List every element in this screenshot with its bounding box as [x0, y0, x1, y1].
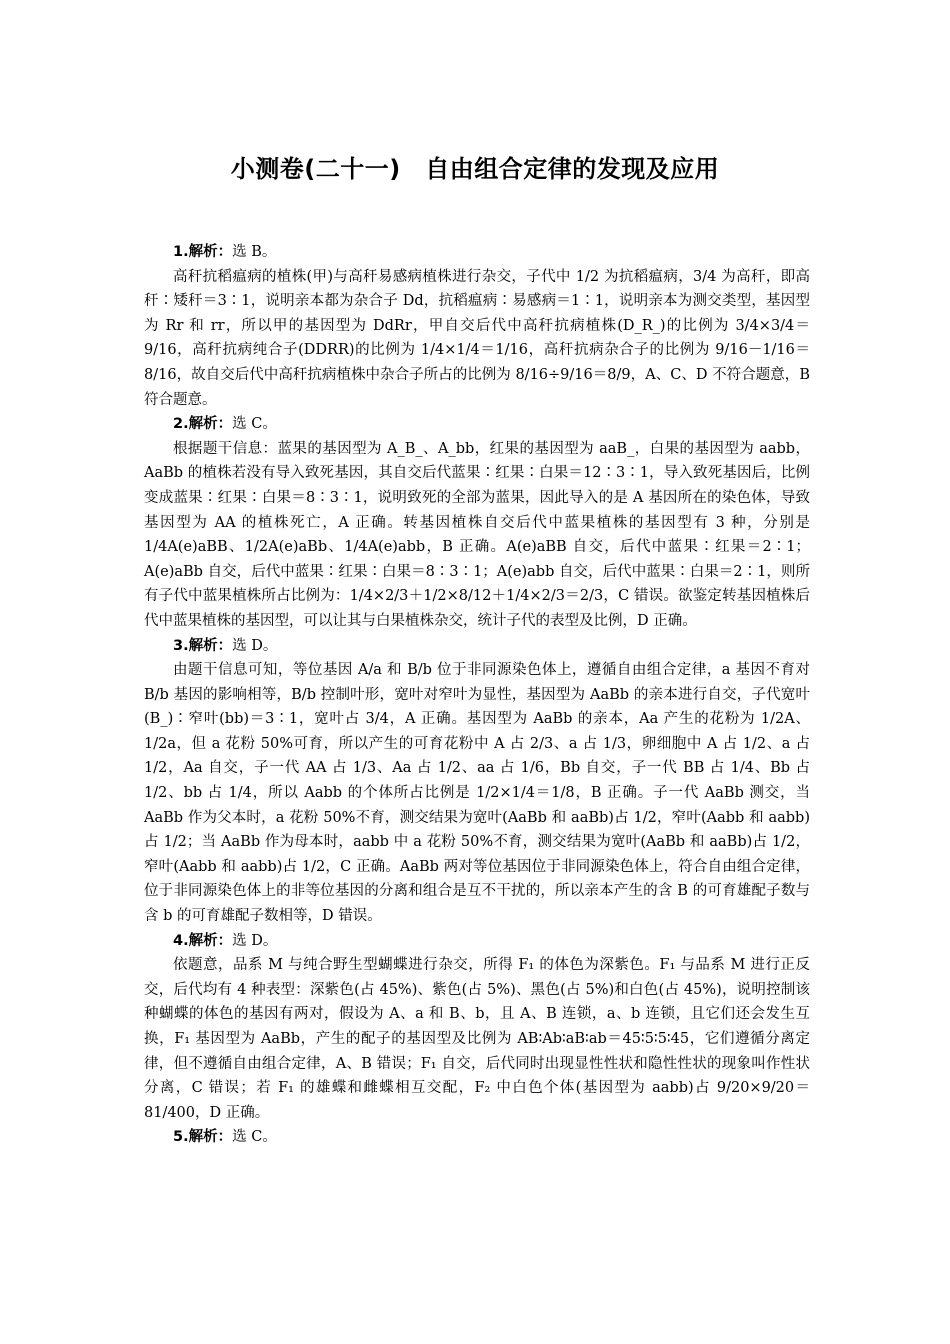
answer-choice: 选 B。	[232, 244, 277, 260]
answer-label: 4.解析：	[173, 932, 233, 949]
answer-label: 5.解析：	[173, 1129, 233, 1146]
answer-heading	[144, 1125, 810, 1150]
answer-item	[144, 412, 810, 633]
answer-explanation: 根据题干信息：蓝果的基因型为 A_B_、A_bb，红果的基因型为 aaB_，白果的基因型为 aabb，AaBb 的植株若没有导入致死基因，其自交后代蓝果∶红果∶白果＝12∶3∶1，导入致死基因后，比例变成蓝果∶红果∶白果＝8∶3∶1，说明致死的全部为蓝果，因此导入的是 A 基因所在的染色体，导致基因型为 AA 的植株死亡，A 正确。转基因植株自交后代中蓝果植株的基因型有 3 种，分别是 1/4A(e)aBB、1/2A(e)aBb、1/4A(e)abb，B 正确。A(e)aBB 自交，后代中蓝果∶红果＝2∶1；A(e)aBb 自交，后代中蓝果∶红果∶白果＝8∶3∶1；A(e)abb 自交，后代中蓝果∶白果＝2∶1，则所有子代中蓝果植株所占比例为：1/4×2/3＋1/2×8/12＋1/4×2/3＝2/3，C 错误。欲鉴定转基因植株后代中蓝果植株的基因型，可以让其与白果植株杂交，统计子代的表型及比例，D 正确。	[144, 440, 810, 629]
answer-choice: 选 D。	[232, 637, 278, 654]
answer-heading	[144, 412, 810, 437]
answer-explanation: 依题意，品系 M 与纯合野生型蝴蝶进行杂交，所得 F₁ 的体色为深紫色。F₁ 与品系 M 进行正反交，后代均有 4 种表型：深紫色(占 45%)、紫色(占 5%)、黑色(占 5%)和白色(占 45%)，说明控制该种蝴蝶的体色的基因有两对，假设为 A、a 和 B、b，且 A、B 连锁，a、b 连锁，且它们还会发生互换，F₁ 基因型为 AaBb，产生的配子的基因型及比例为 AB∶Ab∶aB∶ab＝45∶5∶5∶45，它们遵循分离定律，但不遵循自由组合定律，A、B 错误；F₁ 自交，后代同时出现显性性状和隐性性状的现象叫作性状分离，C 错误；若 F₁ 的雄蝶和雌蝶相互交配，F₂ 中白色个体(基因型为 aabb)占 9/20×9/20＝81/400，D 正确。	[144, 957, 810, 1121]
answer-label: 2.解析：	[173, 416, 233, 433]
answer-choice: 选 C。	[232, 1129, 277, 1146]
answer-choice: 选 C。	[232, 416, 277, 433]
answer-item	[144, 634, 810, 929]
answer-explanation: 由题干信息可知，等位基因 A/a 和 B/b 位于非同源染色体上，遵循自由组合定律，a 基因不育对 B/b 基因的影响相等，B/b 控制叶形，宽叶对窄叶为显性，基因型为 AaBb 的亲本进行自交，子代宽叶(B_)∶窄叶(bb)＝3∶1，宽叶占 3/4，A 正确。基因型为 AaBb 的亲本，Aa 产生的花粉为 1/2A、1/2a，但 a 花粉 50%可育，所以产生的可育花粉中 A 占 2/3、a 占 1/3，卵细胞中 A 占 1/2、a 占 1/2，Aa 自交，子一代 AA 占 1/3、Aa 占 1/2、aa 占 1/6，Bb 自交，子一代 BB 占 1/4、Bb 占 1/2、bb 占 1/4，所以 Aabb 的个体所占比例是 1/2×1/4＝1/8，B 正确。子一代 AaBb 测交，当 AaBb 作为父本时，a 花粉 50%不育，测交结果为宽叶(AaBb 和 aaBb)占 1/2，窄叶(Aabb 和 aabb)占 1/2；当 AaBb 作为母本时，aabb 中 a 花粉 50%不育，测交结果为宽叶(AaBb 和 aaBb)占 1/2，窄叶(Aabb 和 aabb)占 1/2，C 正确。AaBb 两对等位基因位于非同源染色体上，符合自由组合定律，位于非同源染色体上的非等位基因的分离和组合是互不干扰的，所以亲本产生的含 B 的可育雄配子数与含 b 的可育雄配子数相等，D 错误。	[144, 662, 810, 925]
answer-item	[144, 240, 810, 412]
answer-label: 3.解析：	[173, 637, 233, 654]
answer-item	[144, 929, 810, 1126]
answer-choice: 选 D。	[232, 932, 278, 949]
answer-heading	[144, 240, 810, 265]
page-title: 小测卷(二十一) 自由组合定律的发现及应用	[230, 155, 720, 183]
answer-heading	[144, 929, 810, 954]
answer-body	[144, 240, 810, 1150]
answer-label: 1.解析：	[173, 244, 233, 260]
answer-heading	[144, 634, 810, 659]
answer-explanation: 高秆抗稻瘟病的植株(甲)与高秆易感病植株进行杂交，子代中 1/2 为抗稻瘟病，3/4 为高秆，即高秆∶矮秆＝3∶1，说明亲本都为杂合子 Dd，抗稻瘟病∶易感病＝1∶1，说明亲本为测交类型，基因型为 Rr 和 rr，所以甲的基因型为 DdRr，甲自交后代中高秆抗病植株(D_R_)的比例为 3/4×3/4＝9/16，高秆抗病纯合子(DDRR)的比例为 1/4×1/4＝1/16，高秆抗病杂合子的比例为 9/16－1/16＝8/16，故自交后代中高秆抗病植株中杂合子所占的比例为 8/16÷9/16＝8/9，A、C、D 不符合题意，B 符合题意。	[144, 268, 810, 408]
answer-item	[144, 1125, 810, 1150]
